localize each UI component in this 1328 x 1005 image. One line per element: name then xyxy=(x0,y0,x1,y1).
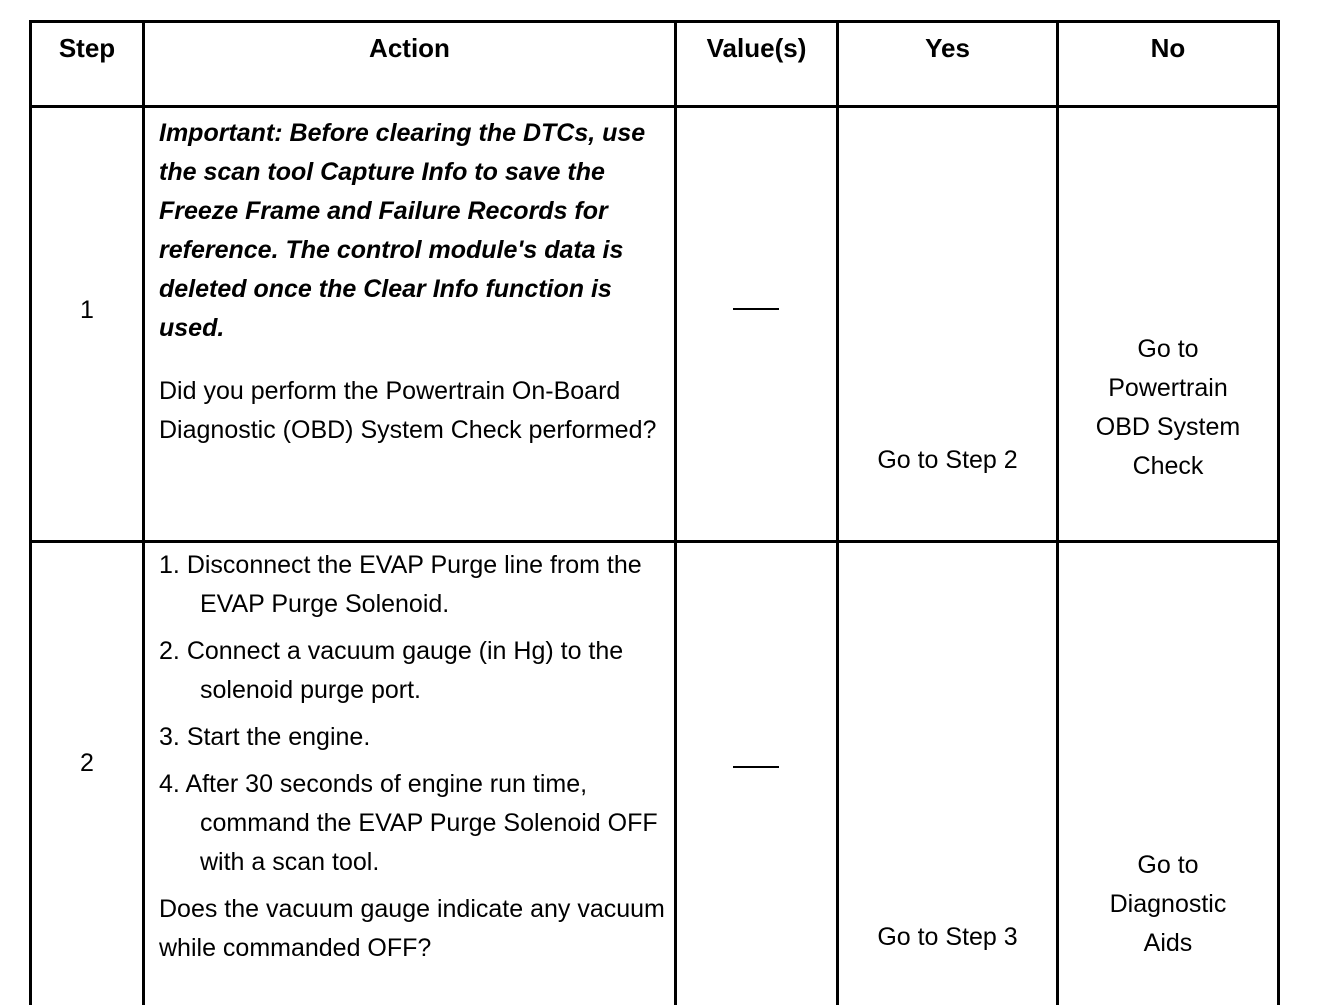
table-row xyxy=(31,542,1279,1005)
yes-link[interactable]: Go to Step 3 xyxy=(839,923,1056,952)
list-item: 2. Connect a vacuum gauge (in Hg) to the solenoid purge port. xyxy=(159,632,666,710)
question-text: Does the vacuum gauge indicate any vacuum while commanded OFF? xyxy=(159,890,666,968)
value-cell xyxy=(676,542,838,1005)
header-step: Step xyxy=(31,22,144,107)
list-item: 3. Start the engine. xyxy=(159,718,666,757)
question-text: Did you perform the Powertrain On-Board Diagnostic (OBD) System Check performed? xyxy=(159,372,666,450)
yes-link[interactable]: Go to Step 2 xyxy=(839,446,1056,475)
yes-cell xyxy=(838,542,1058,1005)
no-link[interactable]: Go to Powertrain OBD System Check xyxy=(1059,330,1277,486)
diagnostic-table xyxy=(29,20,1280,1005)
yes-cell xyxy=(838,107,1058,542)
header-no: No xyxy=(1058,22,1279,107)
header-yes: Yes xyxy=(838,22,1058,107)
action-cell xyxy=(144,107,676,542)
value-text xyxy=(677,108,678,109)
header-values: Value(s) xyxy=(676,22,838,107)
header-row xyxy=(31,22,1279,107)
table-row xyxy=(31,107,1279,542)
important-note: Important: Before clearing the DTCs, use the scan tool Capture Info to save the Freeze Frame and Failure Records for reference. The control module's data is deleted once the Clear Info function is used. xyxy=(159,114,666,348)
value-text xyxy=(677,543,678,544)
no-cell xyxy=(1058,107,1279,542)
action-cell xyxy=(144,542,676,1005)
no-link[interactable]: Go to Diagnostic Aids xyxy=(1059,846,1277,963)
value-cell xyxy=(676,107,838,542)
step-number: 2 xyxy=(31,542,144,1005)
header-action: Action xyxy=(144,22,676,107)
value-dash xyxy=(733,308,779,310)
step-number: 1 xyxy=(31,107,144,542)
value-dash xyxy=(733,766,779,768)
step-list xyxy=(159,546,666,882)
list-item: 4. After 30 seconds of engine run time, command the EVAP Purge Solenoid OFF with a scan tool. xyxy=(159,765,666,882)
no-cell xyxy=(1058,542,1279,1005)
list-item: 1. Disconnect the EVAP Purge line from the EVAP Purge Solenoid. xyxy=(159,546,666,624)
